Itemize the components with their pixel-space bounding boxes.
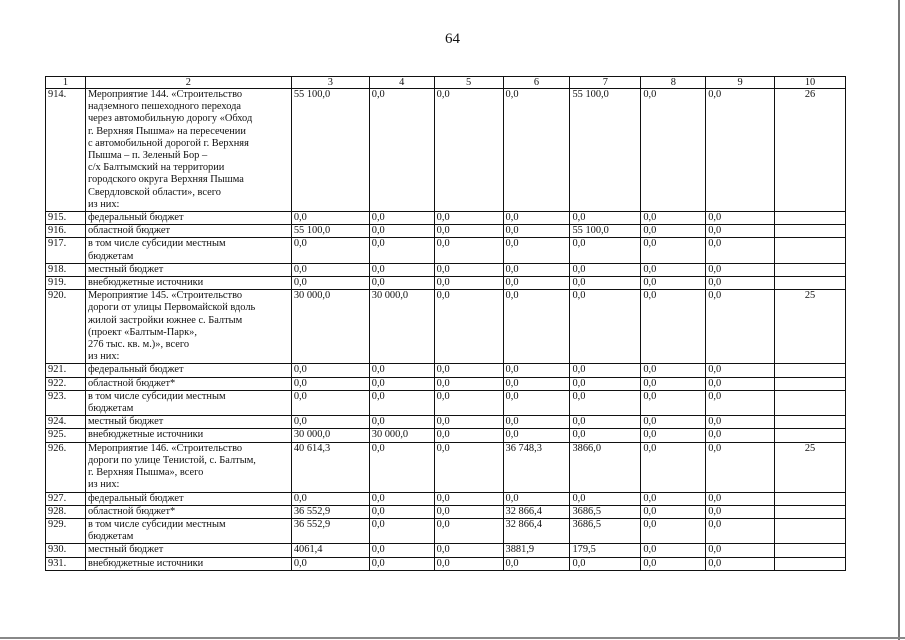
table-row [46,277,846,290]
row-number: 921. [46,364,86,377]
value-cell-col4: 0,0 [369,89,434,212]
value-cell-col9: 0,0 [706,492,775,505]
value-cell-col4: 0,0 [369,364,434,377]
value-cell-col10: 25 [775,290,846,364]
value-cell-col6: 32 866,4 [503,518,570,543]
value-cell-col6: 36 748,3 [503,442,570,492]
value-cell-col9: 0,0 [706,212,775,225]
table-row [46,557,846,570]
table-row [46,364,846,377]
row-description [85,238,291,263]
value-cell-col5: 0,0 [434,277,503,290]
description-line: Свердловской области», всего [87,186,221,198]
table-row [46,390,846,415]
page-edge-right [898,0,900,640]
column-header: 4 [369,77,434,89]
description-line: из них: [87,198,120,210]
row-number: 928. [46,505,86,518]
row-number: 918. [46,263,86,276]
value-cell-col8: 0,0 [641,212,706,225]
row-number: 924. [46,416,86,429]
row-number: 931. [46,557,86,570]
table-row [46,212,846,225]
description-line: Мероприятие 145. «Строительство [87,290,243,302]
value-cell-col10 [775,263,846,276]
description-line: 276 тыс. кв. м.)», всего [87,339,190,351]
value-cell-col4: 0,0 [369,505,434,518]
value-cell-col4: 0,0 [369,277,434,290]
value-cell-col3: 55 100,0 [291,89,369,212]
value-cell-col3: 0,0 [291,263,369,276]
row-number: 915. [46,212,86,225]
value-cell-col4: 0,0 [369,518,434,543]
value-cell-col5: 0,0 [434,390,503,415]
value-cell-col7: 0,0 [570,416,641,429]
description-line: Мероприятие 146. «Строительство [87,442,243,454]
value-cell-col9: 0,0 [706,505,775,518]
description-line: с/х Балтымский на территории [87,162,225,174]
value-cell-col6: 0,0 [503,492,570,505]
description-line: Мероприятие 144. «Строительство [87,89,243,100]
value-cell-col4: 0,0 [369,238,434,263]
table-row [46,442,846,492]
value-cell-col10 [775,416,846,429]
value-cell-col10: 26 [775,89,846,212]
description-line: (проект «Балтым-Парк», [87,326,197,338]
value-cell-col8: 0,0 [641,544,706,557]
column-header: 6 [503,77,570,89]
description-line: федеральный бюджет [87,492,184,504]
table-row [46,238,846,263]
value-cell-col3: 0,0 [291,557,369,570]
value-cell-col5: 0,0 [434,89,503,212]
value-cell-col9: 0,0 [706,390,775,415]
description-line: г. Верхняя Пышма», всего [87,467,204,479]
value-cell-col10 [775,364,846,377]
value-cell-col9: 0,0 [706,238,775,263]
row-description [85,442,291,492]
value-cell-col6: 0,0 [503,416,570,429]
description-line: Пышма – п. Зеленый Бор – [87,150,208,162]
value-cell-col8: 0,0 [641,89,706,212]
value-cell-col10 [775,557,846,570]
value-cell-col9: 0,0 [706,544,775,557]
description-line: бюджетам [87,531,134,543]
value-cell-col7: 3686,5 [570,518,641,543]
row-number: 927. [46,492,86,505]
value-cell-col3: 36 552,9 [291,518,369,543]
table-row [46,263,846,276]
value-cell-col8: 0,0 [641,492,706,505]
value-cell-col9: 0,0 [706,89,775,212]
value-cell-col5: 0,0 [434,238,503,263]
value-cell-col10 [775,212,846,225]
value-cell-col9: 0,0 [706,429,775,442]
row-description [85,557,291,570]
value-cell-col10 [775,505,846,518]
value-cell-col6: 3881,9 [503,544,570,557]
value-cell-col6: 0,0 [503,89,570,212]
value-cell-col3: 0,0 [291,377,369,390]
row-description [85,390,291,415]
column-header: 1 [46,77,86,89]
table-row [46,290,846,364]
row-description [85,89,291,212]
value-cell-col7: 55 100,0 [570,89,641,212]
value-cell-col9: 0,0 [706,557,775,570]
value-cell-col9: 0,0 [706,225,775,238]
value-cell-col3: 0,0 [291,212,369,225]
value-cell-col8: 0,0 [641,557,706,570]
value-cell-col6: 0,0 [503,557,570,570]
description-line: областной бюджет [87,225,171,237]
value-cell-col7: 55 100,0 [570,225,641,238]
value-cell-col8: 0,0 [641,225,706,238]
value-cell-col10 [775,492,846,505]
value-cell-col5: 0,0 [434,290,503,364]
description-line: федеральный бюджет [87,364,184,376]
description-line: жилой застройки южнее с. Балтым [87,314,243,326]
table-row [46,429,846,442]
row-description [85,277,291,290]
value-cell-col7: 0,0 [570,377,641,390]
value-cell-col8: 0,0 [641,442,706,492]
column-header: 5 [434,77,503,89]
value-cell-col6: 0,0 [503,225,570,238]
description-line: внебюджетные источники [87,557,204,569]
description-line: дороги от улицы Первомайской вдоль [87,302,256,314]
value-cell-col4: 0,0 [369,377,434,390]
table-row [46,492,846,505]
value-cell-col4: 0,0 [369,442,434,492]
row-description [85,225,291,238]
value-cell-col5: 0,0 [434,364,503,377]
page-edge-bottom [0,637,905,639]
value-cell-col4: 0,0 [369,492,434,505]
value-cell-col9: 0,0 [706,277,775,290]
value-cell-col10 [775,429,846,442]
row-description [85,416,291,429]
description-line: в том числе субсидии местным [87,518,226,530]
value-cell-col7: 3686,5 [570,505,641,518]
description-line: местный бюджет [87,416,164,428]
value-cell-col5: 0,0 [434,212,503,225]
row-number: 922. [46,377,86,390]
value-cell-col7: 179,5 [570,544,641,557]
value-cell-col9: 0,0 [706,263,775,276]
value-cell-col3: 0,0 [291,416,369,429]
table-row [46,377,846,390]
value-cell-col4: 0,0 [369,544,434,557]
description-line: в том числе субсидии местным [87,238,226,250]
value-cell-col7: 0,0 [570,238,641,263]
value-cell-col8: 0,0 [641,505,706,518]
value-cell-col3: 30 000,0 [291,429,369,442]
value-cell-col3: 0,0 [291,364,369,377]
row-number: 923. [46,390,86,415]
description-line: г. Верхняя Пышма» на пересечении [87,125,246,137]
value-cell-col8: 0,0 [641,238,706,263]
table-body [46,89,846,571]
description-line: из них: [87,479,120,491]
value-cell-col8: 0,0 [641,429,706,442]
value-cell-col7: 0,0 [570,263,641,276]
row-number: 926. [46,442,86,492]
value-cell-col9: 0,0 [706,364,775,377]
value-cell-col10: 25 [775,442,846,492]
table-row [46,544,846,557]
value-cell-col7: 0,0 [570,364,641,377]
value-cell-col10 [775,238,846,263]
row-number: 914. [46,89,86,212]
value-cell-col5: 0,0 [434,225,503,238]
value-cell-col10 [775,518,846,543]
value-cell-col8: 0,0 [641,290,706,364]
table-row [46,518,846,543]
value-cell-col4: 30 000,0 [369,290,434,364]
value-cell-col5: 0,0 [434,429,503,442]
description-line: надземного пешеходного перехода [87,101,241,113]
value-cell-col3: 4061,4 [291,544,369,557]
value-cell-col6: 0,0 [503,238,570,263]
description-line: через автомобильную дорогу «Обход [87,113,253,125]
description-line: городского округа Верхняя Пышма [87,174,244,186]
description-line: областной бюджет* [87,377,176,389]
row-number: 925. [46,429,86,442]
row-number: 917. [46,238,86,263]
value-cell-col7: 3866,0 [570,442,641,492]
description-line: местный бюджет [87,263,164,275]
row-description [85,290,291,364]
row-description [85,544,291,557]
column-header: 8 [641,77,706,89]
value-cell-col5: 0,0 [434,505,503,518]
value-cell-col6: 0,0 [503,290,570,364]
value-cell-col9: 0,0 [706,290,775,364]
description-line: дороги по улице Тенистой, с. Балтым, [87,454,256,466]
value-cell-col7: 0,0 [570,290,641,364]
column-header: 10 [775,77,846,89]
description-line: в том числе субсидии местным [87,390,226,402]
value-cell-col4: 30 000,0 [369,429,434,442]
value-cell-col4: 0,0 [369,225,434,238]
value-cell-col3: 0,0 [291,238,369,263]
value-cell-col10 [775,544,846,557]
value-cell-col3: 36 552,9 [291,505,369,518]
value-cell-col4: 0,0 [369,557,434,570]
column-header: 9 [706,77,775,89]
row-description [85,377,291,390]
row-description [85,263,291,276]
value-cell-col3: 0,0 [291,390,369,415]
value-cell-col3: 0,0 [291,492,369,505]
value-cell-col6: 0,0 [503,390,570,415]
value-cell-col5: 0,0 [434,377,503,390]
value-cell-col3: 30 000,0 [291,290,369,364]
value-cell-col9: 0,0 [706,518,775,543]
column-number-row [46,77,846,89]
value-cell-col8: 0,0 [641,263,706,276]
value-cell-col6: 0,0 [503,212,570,225]
description-line: бюджетам [87,403,134,415]
row-description [85,429,291,442]
value-cell-col3: 55 100,0 [291,225,369,238]
row-description [85,364,291,377]
table-row [46,225,846,238]
value-cell-col7: 0,0 [570,277,641,290]
value-cell-col7: 0,0 [570,492,641,505]
value-cell-col6: 0,0 [503,429,570,442]
value-cell-col10 [775,390,846,415]
row-description [85,492,291,505]
table-row [46,89,846,212]
value-cell-col6: 0,0 [503,364,570,377]
row-number: 916. [46,225,86,238]
value-cell-col5: 0,0 [434,557,503,570]
description-line: местный бюджет [87,544,164,556]
value-cell-col8: 0,0 [641,390,706,415]
table-row [46,505,846,518]
value-cell-col6: 0,0 [503,277,570,290]
description-line: из них: [87,351,120,363]
row-description [85,212,291,225]
row-number: 929. [46,518,86,543]
value-cell-col6: 0,0 [503,263,570,276]
row-number: 920. [46,290,86,364]
row-description [85,518,291,543]
value-cell-col4: 0,0 [369,212,434,225]
budget-table [45,76,846,571]
value-cell-col8: 0,0 [641,277,706,290]
value-cell-col9: 0,0 [706,416,775,429]
row-number: 930. [46,544,86,557]
value-cell-col9: 0,0 [706,442,775,492]
value-cell-col5: 0,0 [434,492,503,505]
description-line: с автомобильной дорогой г. Верхняя [87,137,249,149]
value-cell-col5: 0,0 [434,442,503,492]
value-cell-col7: 0,0 [570,390,641,415]
column-header: 3 [291,77,369,89]
value-cell-col8: 0,0 [641,416,706,429]
value-cell-col5: 0,0 [434,416,503,429]
value-cell-col3: 40 614,3 [291,442,369,492]
value-cell-col4: 0,0 [369,263,434,276]
description-line: бюджетам [87,250,134,262]
column-header: 7 [570,77,641,89]
column-header: 2 [85,77,291,89]
value-cell-col8: 0,0 [641,364,706,377]
value-cell-col7: 0,0 [570,429,641,442]
value-cell-col8: 0,0 [641,518,706,543]
row-description [85,505,291,518]
description-line: внебюджетные источники [87,277,204,289]
value-cell-col6: 0,0 [503,377,570,390]
value-cell-col7: 0,0 [570,212,641,225]
value-cell-col9: 0,0 [706,377,775,390]
value-cell-col10 [775,277,846,290]
value-cell-col6: 32 866,4 [503,505,570,518]
value-cell-col4: 0,0 [369,390,434,415]
description-line: внебюджетные источники [87,429,204,441]
value-cell-col5: 0,0 [434,544,503,557]
value-cell-col8: 0,0 [641,377,706,390]
description-line: федеральный бюджет [87,212,184,224]
value-cell-col4: 0,0 [369,416,434,429]
table-row [46,416,846,429]
value-cell-col3: 0,0 [291,277,369,290]
value-cell-col5: 0,0 [434,263,503,276]
description-line: областной бюджет* [87,505,176,517]
value-cell-col7: 0,0 [570,557,641,570]
value-cell-col10 [775,377,846,390]
value-cell-col5: 0,0 [434,518,503,543]
row-number: 919. [46,277,86,290]
value-cell-col10 [775,225,846,238]
page-number: 64 [445,31,460,47]
